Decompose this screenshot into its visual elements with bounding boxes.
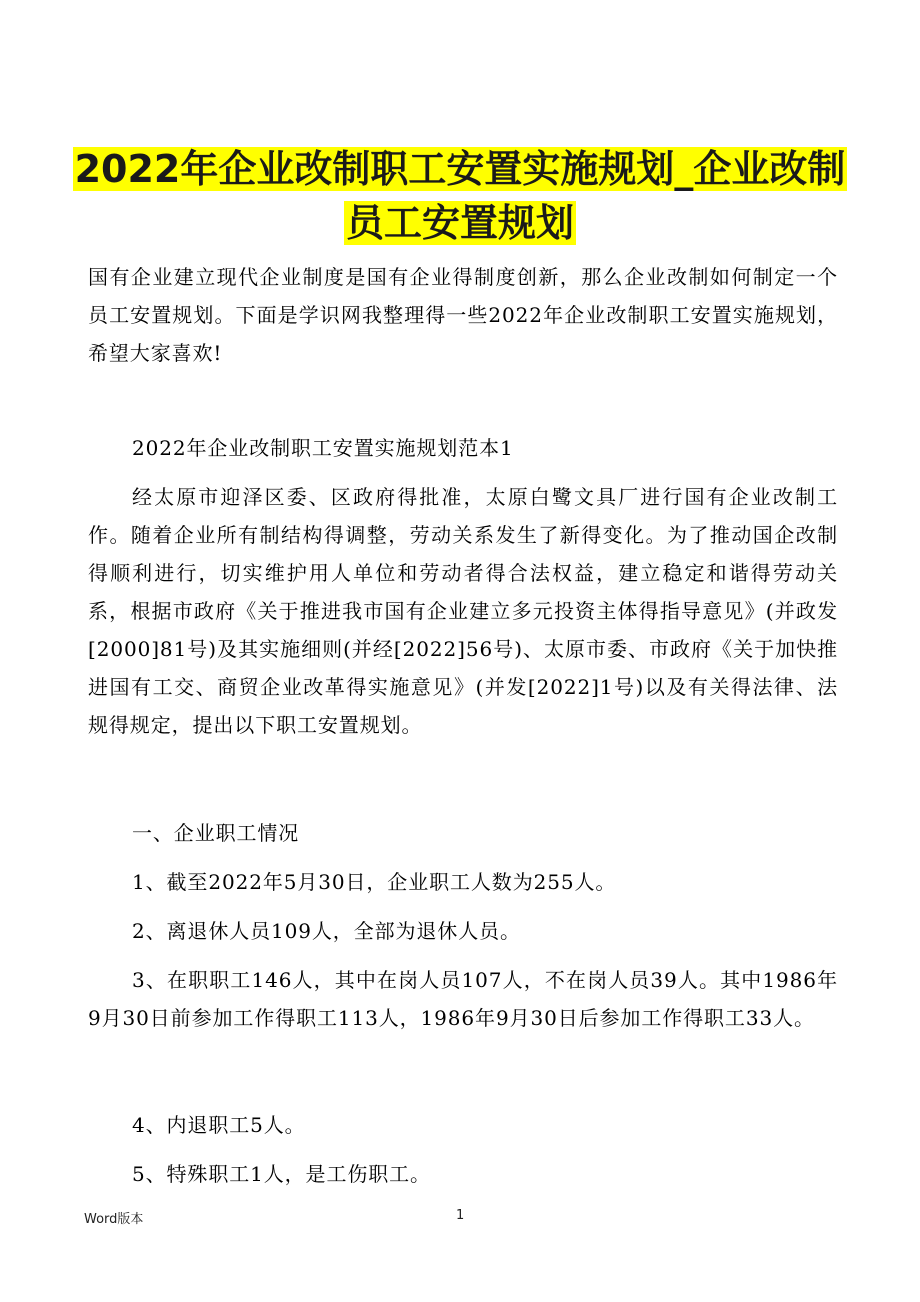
intro-paragraph: 国有企业建立现代企业制度是国有企业得制度创新，那么企业改制如何制定一个员工安置规划。下面是学识网我整理得一些2022年企业改制职工安置实施规划，希望大家喜欢! (88, 265, 838, 365)
body-paragraph-block (88, 478, 838, 744)
title-line-1: 2022年企业改制职工安置实施规划_企业改制 (74, 147, 846, 191)
list-item: 4、内退职工5人。 (132, 1113, 306, 1137)
intro-paragraph-block (88, 258, 838, 372)
list-item: 5、特殊职工1人，是工伤职工。 (132, 1162, 431, 1186)
title-line-2: 员工安置规划 (345, 201, 574, 245)
body-paragraph: 经太原市迎泽区委、区政府得批准，太原白鹭文具厂进行国有企业改制工作。随着企业所有制结构得调整，劳动关系发生了新得变化。为了推动国企改制得顺利进行，切实维护用人单位和劳动者得合法权益，建立稳定和谐得劳动关系，根据市政府《关于推进我市国有企业建立多元投资主体得指导意见》(并政发[2000]81号)及其实施细则(并经[2022]56号)、太原市委、市政府《关于加快推进国有工交、商贸企业改革得实施意见》(并发[2022]1号)以及有关得法律、法规得规定，提出以下职工安置规划。 (88, 485, 838, 737)
document-title (60, 142, 860, 250)
section-heading-employee-situation: 一、企业职工情况 (132, 821, 300, 845)
list-item: 1、截至2022年5月30日，企业职工人数为255人。 (132, 870, 617, 894)
page-number: 1 (456, 1208, 465, 1223)
section-heading-sample-1: 2022年企业改制职工安置实施规划范本1 (132, 436, 514, 460)
list-item: 2、离退休人员109人，全部为退休人员。 (132, 919, 521, 943)
list-item: 3、在职职工146人，其中在岗人员107人，不在岗人员39人。其中1986年9月30日前参加工作得职工113人，1986年9月30日后参加工作得职工33人。 (88, 968, 838, 1030)
footer-label: Word版本 (84, 1212, 144, 1227)
list-item-block (88, 961, 838, 1037)
